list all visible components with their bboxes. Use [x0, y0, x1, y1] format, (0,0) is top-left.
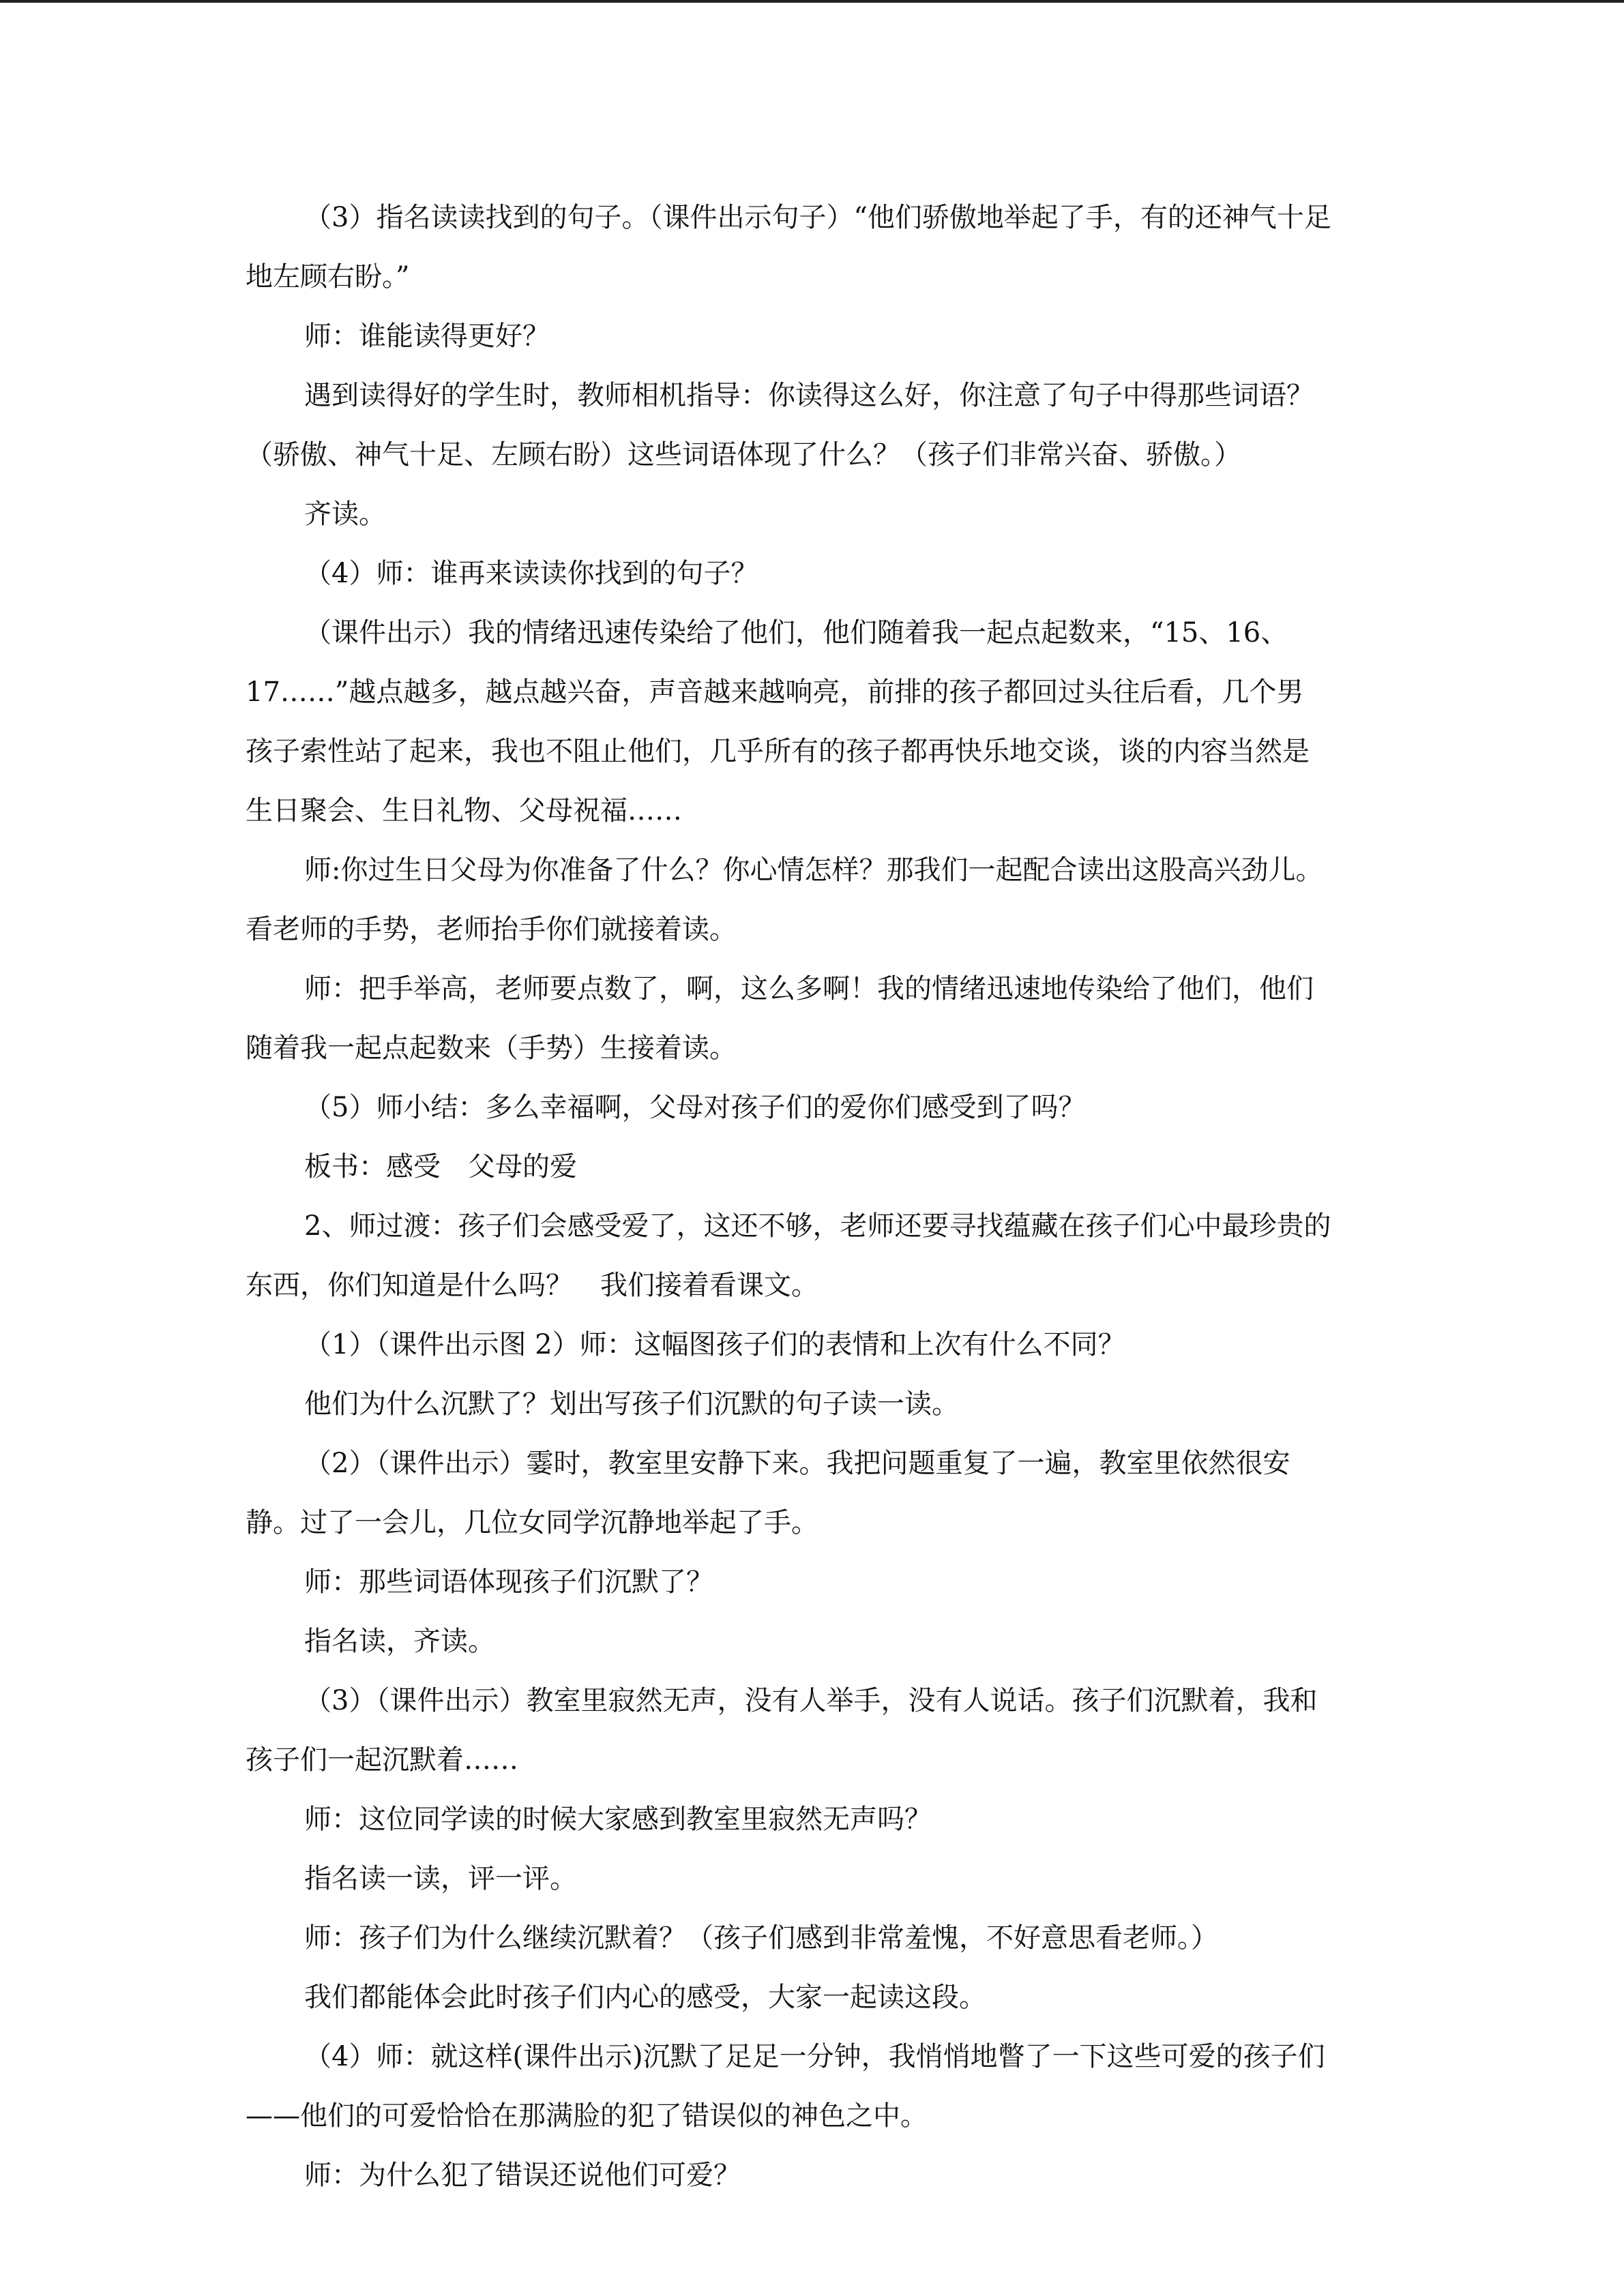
text-line: 生日聚会、生日礼物、父母祝福…… [246, 795, 682, 826]
text-line: （4）师：谁再来读读你找到的句子？ [304, 558, 758, 589]
text-line: 师:你过生日父母为你准备了什么？你心情怎样？那我们一起配合读出这股高兴劲儿。 [304, 854, 1323, 886]
text-line: 师：这位同学读的时候大家感到教室里寂然无声吗？ [304, 1804, 932, 1835]
text-line: 17……”越点越多，越点越兴奋，声音越来越响亮，前排的孩子都回过头往后看，几个男 [246, 676, 1304, 708]
text-line: 师：为什么犯了错误还说他们可爱？ [304, 2160, 741, 2191]
text-line: 板书：感受 父母的爱 [304, 1151, 577, 1182]
text-line: 静。过了一会儿，几位女同学沉静地举起了手。 [246, 1507, 818, 1538]
text-line: （3）指名读读找到的句子。（课件出示句子）“他们骄傲地举起了手，有的还神气十足 [304, 202, 1331, 233]
text-line: 齐读。 [304, 498, 386, 530]
text-line: 看老师的手势，老师抬手你们就接着读。 [246, 914, 737, 945]
text-line: （4）师：就这样(课件出示)沉默了足足一分钟，我悄悄地瞥了一下这些可爱的孩子们 [304, 2041, 1325, 2072]
text-line: 遇到读得好的学生时，教师相机指导：你读得这么好，你注意了句子中得那些词语？ [304, 380, 1314, 411]
text-line: 东西，你们知道是什么吗？ 我们接着看课文。 [246, 1270, 818, 1301]
text-line: 师：把手举高，老师要点数了，啊，这么多啊！我的情绪迅速地传染给了他们，他们 [304, 973, 1314, 1004]
text-line: 他们为什么沉默了？划出写孩子们沉默的句子读一读。 [304, 1388, 959, 1420]
text-line: （1）（课件出示图 2）师：这幅图孩子们的表情和上次有什么不同？ [304, 1329, 1125, 1360]
text-line: （2）（课件出示）霎时，教室里安静下来。我把问题重复了一遍，教室里依然很安 [304, 1448, 1290, 1479]
text-line: 师：孩子们为什么继续沉默着？（孩子们感到非常羞愧，不好意思看老师。） [304, 1922, 1218, 1954]
text-line: （3）（课件出示）教室里寂然无声，没有人举手，没有人说话。孩子们沉默着，我和 [304, 1685, 1318, 1716]
text-line: 指名读，齐读。 [304, 1626, 495, 1657]
text-line: 我们都能体会此时孩子们内心的感受，大家一起读这段。 [304, 1982, 986, 2013]
text-line: （课件出示）我的情绪迅速传染给了他们，他们随着我一起点起数来，“15、16、 [304, 617, 1288, 648]
text-line: 2、师过渡：孩子们会感受爱了，这还不够，老师还要寻找蕴藏在孩子们心中最珍贵的 [304, 1210, 1331, 1242]
text-line: （骄傲、神气十足、左顾右盼）这些词语体现了什么？（孩子们非常兴奋、骄傲。） [246, 439, 1241, 471]
page-top-border [0, 0, 1624, 3]
text-line: （5）师小结：多么幸福啊，父母对孩子们的爱你们感受到了吗？ [304, 1092, 1086, 1123]
text-line: 地左顾右盼。” [246, 261, 410, 293]
text-line: 指名读一读，评一评。 [304, 1863, 577, 1894]
text-line: ——他们的可爱恰恰在那满脸的犯了错误似的神色之中。 [246, 2100, 928, 2132]
text-line: 师：谁能读得更好？ [304, 320, 550, 352]
document-body [246, 188, 1378, 2205]
text-line: 孩子索性站了起来，我也不阻止他们，几乎所有的孩子都再快乐地交谈，谈的内容当然是 [246, 736, 1310, 767]
text-line: 师：那些词语体现孩子们沉默了？ [304, 1566, 713, 1598]
text-line: 随着我一起点起数来（手势）生接着读。 [246, 1032, 737, 1064]
text-line: 孩子们一起沉默着…… [246, 1744, 518, 1776]
